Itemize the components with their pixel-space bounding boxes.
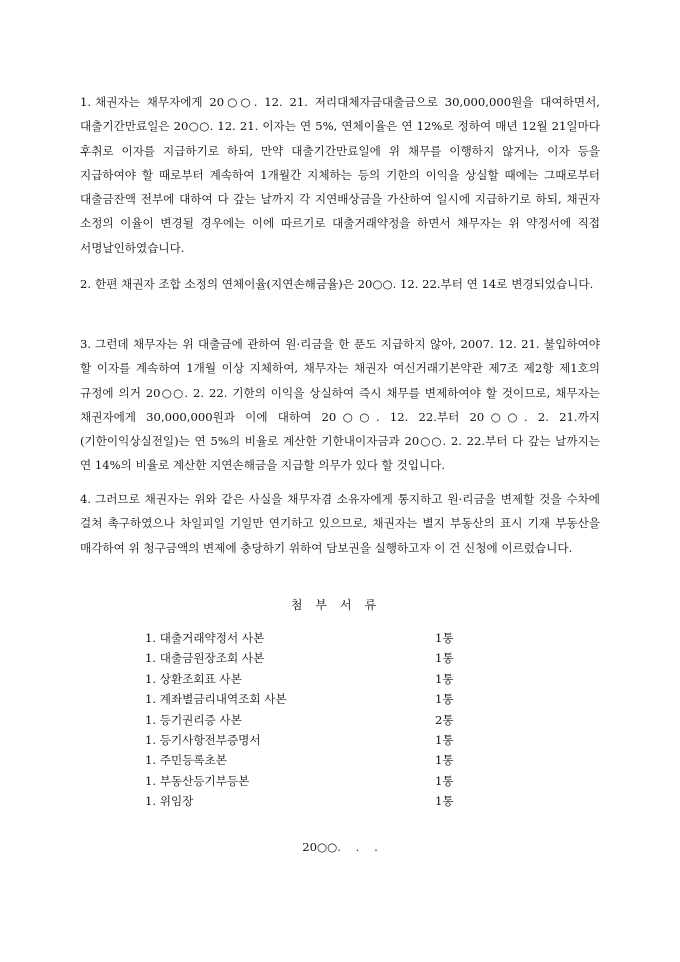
attachment-item (145, 710, 465, 730)
paragraph-3 (80, 332, 600, 478)
attachment-name: 1. 부동산등기부등본 (145, 773, 250, 788)
attachment-name: 1. 등기권리증 사본 (145, 712, 242, 727)
attachment-qty: 1통 (435, 773, 454, 788)
attachment-qty: 1통 (435, 651, 454, 666)
attachment-item (145, 689, 465, 709)
attachment-name: 1. 등기사항전부증명서 (145, 732, 261, 747)
attachment-qty: 1통 (435, 732, 454, 747)
attachments-list (145, 628, 465, 812)
attachment-qty: 1통 (435, 671, 454, 686)
paragraph-text: 채권자는 채무자에게 20○○. 12. 21. 저리대체자금대출금으로 30,000,000원을 대여하면서, 대출기간만료일은 20○○. 12. 21. 이자는 연 5%, 연체이율은 연 12%로 정하여 매년 12월 21일마다 후취로 이자를 지급하기로 하되, 만약 대출기간만료일에 위 채무를 이행하지 않거나, 이자 등을 지급하여야 할 때로부터 계속하여 1개월간 지체하는 등의 기한의 이익을 상실할 때에는 그때로부터 대출금잔액 전부에 대하여 다 갚는 날까지 각 지연배상금을 가산하여 일시에 지급하기로 하되, 채권자 소정의 이율이 변경될 경우에는 이에 따르기로 대출거래약정을 하면서 채무자는 위 약정서에 직접 서명날인하였습니다. (80, 95, 600, 255)
document-date: 20○○. . . (302, 840, 378, 854)
attachment-item (145, 648, 465, 668)
attachment-name: 1. 상환조회표 사본 (145, 671, 242, 686)
attachment-item (145, 730, 465, 750)
attachments-title: 첨부서류 (290, 598, 390, 612)
paragraph-number: 1. (80, 95, 92, 109)
paragraph-number: 3. (80, 337, 92, 351)
attachment-name: 1. 주민등록초본 (145, 753, 227, 768)
attachment-item (145, 628, 465, 648)
attachment-name: 1. 계좌별금리내역조회 사본 (145, 692, 287, 707)
attachment-item (145, 669, 465, 689)
attachment-name: 1. 대출금원장조회 사본 (145, 651, 265, 666)
paragraph-4 (80, 487, 600, 560)
attachment-item (145, 750, 465, 770)
attachment-name: 1. 대출거래약정서 사본 (145, 631, 265, 645)
attachment-qty: 1통 (435, 753, 454, 768)
attachment-item (145, 791, 465, 811)
paragraph-text: 그러므로 채권자는 위와 같은 사실을 채무자겸 소유자에게 통지하고 원·리금을 변제할 것을 수차에 걸쳐 촉구하였으나 차일피일 기일만 연기하고 있으므로, 채권자는 별지 부동산의 표시 기재 부동산을 매각하여 위 청구금액의 변제에 충당하기 위하여 담보권을 실행하고자 이 건 신청에 이르렀습니다. (80, 492, 600, 555)
attachment-qty: 1통 (435, 692, 454, 707)
attachment-item (145, 771, 465, 791)
attachment-qty: 2통 (435, 712, 454, 727)
paragraph-number: 2. (80, 277, 92, 291)
paragraph-text: 한편 채권자 조합 소정의 연체이율(지연손해금율)은 20○○. 12. 22.부터 연 14로 변경되었습니다. (95, 277, 594, 291)
attachment-qty: 1통 (435, 794, 454, 809)
paragraph-1 (80, 90, 600, 260)
paragraph-text: 그런데 채무자는 위 대출금에 관하여 원·리금을 한 푼도 지급하지 않아, 2007. 12. 21. 불입하여야 할 이자를 계속하여 1개월 이상 지체하여, 채무자는 채권자 여신거래기본약관 제7조 제2항 제1호의 규정에 의거 20○○. 2. 22. 기한의 이익을 상실하여 즉시 채무를 변제하여야 할 것이므로, 채무자는 채권자에게 30,000,000원과 이에 대하여 20○○. 12. 22.부터 20○○. 2. 21.까지(기한이익상실전일)는 연 5%의 비율로 계산한 기한내이자금과 20○○. 2. 22.부터 다 갚는 날까지는 연 14%의 비율로 계산한 지연손해금을 지급할 의무가 있다 할 것입니다. (80, 337, 600, 473)
attachment-qty: 1통 (435, 631, 454, 645)
paragraph-2 (80, 272, 600, 296)
paragraph-number: 4. (80, 492, 92, 506)
attachment-name: 1. 위임장 (145, 794, 194, 809)
